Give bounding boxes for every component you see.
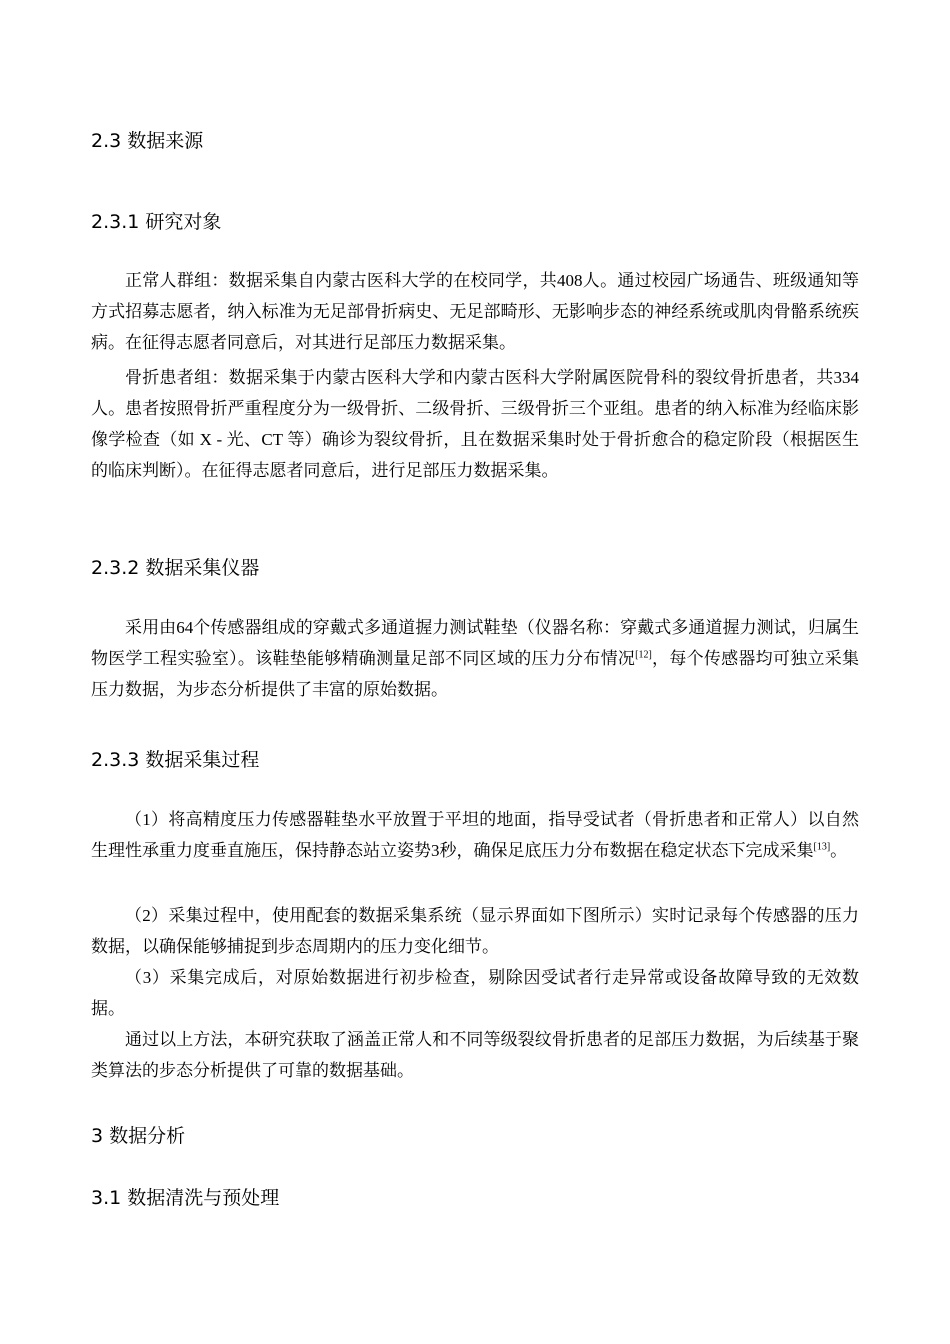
paragraph-step-3: （3）采集完成后，对原始数据进行初步检查，剔除因受试者行走异常或设备故障导致的无效数据。 [91, 968, 859, 1018]
paragraph-normal-group: 正常人群组：数据采集自内蒙古医科大学的在校同学，共408人。通过校园广场通告、班级通知等方式招募志愿者，纳入标准为无足部骨折病史、无足部畸形、无影响步态的神经系统或肌肉骨骼系统疾病。在征得志愿者同意后，对其进行足部压力数据采集。 [91, 271, 859, 352]
step1-tail: 。 [830, 841, 848, 860]
paragraph-summary: 通过以上方法，本研究获取了涵盖正常人和不同等级裂纹骨折患者的足部压力数据，为后续基于聚类算法的步态分析提供了可靠的数据基础。 [91, 1030, 859, 1080]
citation-13: [13] [813, 841, 831, 853]
instrument-text: 采用由64个传感器组成的穿戴式多通道握力测试鞋垫（仪器名称：穿戴式多通道握力测试，归属生物医学工程实验室）。该鞋垫能够精确测量足部不同区域的压力分布情况 [91, 618, 859, 668]
section-heading-3: 3 数据分析 [91, 1125, 186, 1147]
paragraph-instrument [91, 612, 859, 705]
citation-12: [12] [635, 649, 652, 661]
section-heading-3-1: 3.1 数据清洗与预处理 [91, 1187, 280, 1209]
section-heading-2-3: 2.3 数据来源 [91, 130, 204, 152]
paragraph-step-2: （2）采集过程中，使用配套的数据采集系统（显示界面如下图所示）实时记录每个传感器的压力数据，以确保能够捕捉到步态周期内的压力变化细节。 [91, 906, 859, 956]
step1-text: （1）将高精度压力传感器鞋垫水平放置于平坦的地面，指导受试者（骨折患者和正常人）以自然生理性承重力度垂直施压，保持静态站立姿势3秒，确保足底压力分布数据在稳定状态下完成采集 [91, 810, 859, 860]
paragraph-fracture-group: 骨折患者组：数据采集于内蒙古医科大学和内蒙古医科大学附属医院骨科的裂纹骨折患者，共334人。患者按照骨折严重程度分为一级骨折、二级骨折、三级骨折三个亚组。患者的纳入标准为经临床影像学检查（如 X - 光、CT 等）确诊为裂纹骨折，且在数据采集时处于骨折愈合的稳定阶段（根据医生的临床判断）。在征得志愿者同意后，进行足部压力数据采集。 [91, 368, 859, 480]
section-heading-2-3-3: 2.3.3 数据采集过程 [91, 749, 260, 771]
paragraph-step-1 [91, 804, 859, 866]
section-heading-2-3-1: 2.3.1 研究对象 [91, 211, 222, 233]
section-heading-2-3-2: 2.3.2 数据采集仪器 [91, 557, 260, 579]
instrument-tail: ，每个传感器均可独立采集压力数据，为步态分析提供了丰富的原始数据。 [91, 649, 860, 699]
